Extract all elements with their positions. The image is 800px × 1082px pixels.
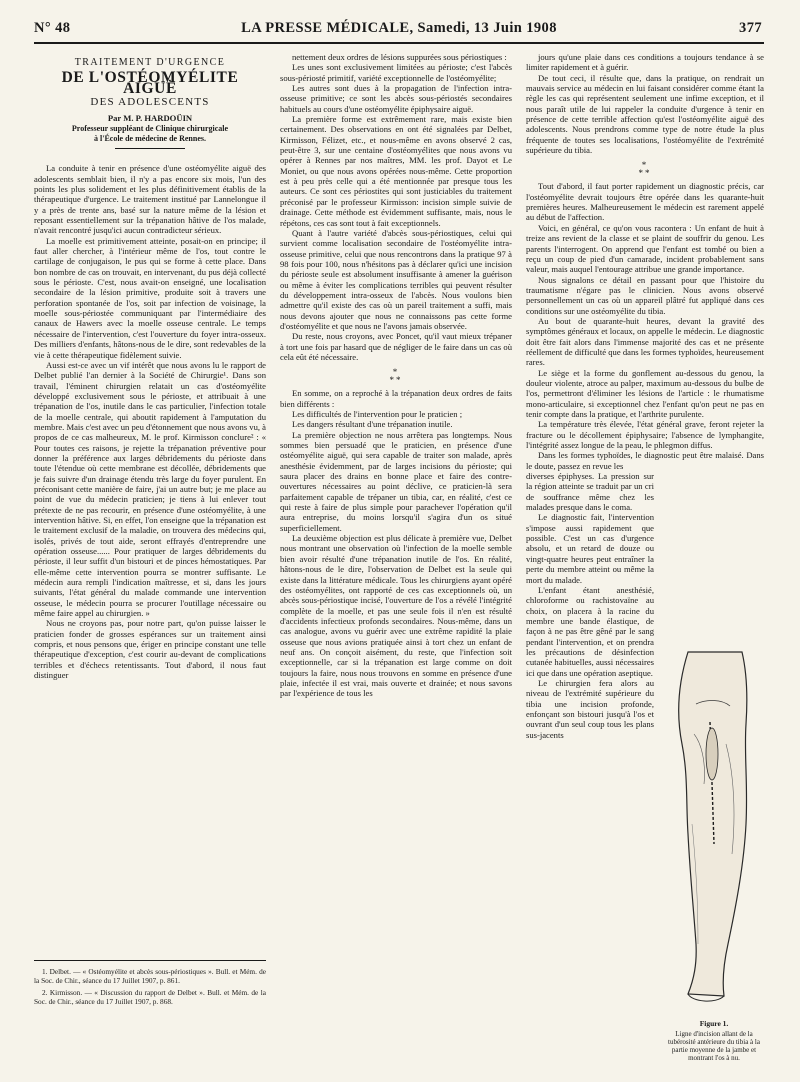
paragraph: jours qu'une plaie dans ces conditions a toujours tendance à se limiter rapidement et à guérir. — [526, 52, 764, 73]
wrapped-text — [526, 471, 654, 740]
paragraph: Le diagnostic fait, l'intervention s'impose aussi rapidement que possible. C'est un cas d'urgence absolu, et un retard de douze ou vingt-quatre heures peut entraîner la perte du membre atteint ou même la mort du malade. — [526, 512, 654, 585]
paragraph: Voici, en général, ce qu'on vous racontera : Un enfant de huit à treize ans revient de la classe et se plaint de souffrir du genou. Les parents l'interrogent. On apprend que l'enfant est tombé ou bien a reçu un coup de pied d'un camarade, incident probablement sans valeur, mais auquel l'entourage attribue une grande importance. — [526, 222, 764, 275]
paragraph: La moelle est primitivement atteinte, posait-on en principe; il faut aller chercher, à l'intérieur même de l'os, tout contre le cartilage de conjugaison, le pus qui se forme à cette place. Dans bon nombre de cas on trouvait, en intervenant, du pus déjà collecté sous le périoste. C'est, nous avait-on enseigné, une localisation secondaire de la lésion primitive, produite soit à travers une perforation spontanée de l'os, soit par infection de voisinage, la moelle sous-périostée communiquant par l'intermédiaire des canaux de Hawers avec la moelle osseuse centrale. Le temps nécessaire de l'intervention, c'est l'ouverture du foyer intra-osseux. Des milliers d'enfants, hâtons-nous de le dire, sont redevables de la vie à cette thérapeutique fidèlement suivie. — [34, 235, 266, 360]
article-kicker: TRAITEMENT D'URGENCE — [74, 57, 226, 68]
paragraph: Aussi est-ce avec un vif intérêt que nous avons lu le rapport de Delbet publié l'an dernier à la Société de Chirurgie¹. Dans son travail, l'éminent chirurgien relatait un cas d'ostéomyélite développé exclusivement sous le périoste, et attribuait à une trépanation de l'os, inutile dans le cas particulier, l'infection totale de la moelle centrale, qui aboutit rapidement à l'amputation du membre. Mais c'est avec un peu d'étonnement que nous avons vu, à propos de ce cas malheureux, M. le prof. Kirmisson conclure² : « Pour toutes ces raisons, je rejette la trépanation préventive pour donner la préférence aux larges débridements du périoste dans toute l'étendue où cette membrane est décollée, débridements que je fais suivre d'un drainage étendu très large du foyer purulent. En préconisant cette manière de faire, j'ai un autre but; je me place au point de vue du médecin praticien; je tiens à lui enlever tout prétexte de ne pas recourir, en présence d'une ostéomyélite, à une intervention hâtive. Si, en effet, l'on enseigne que la trépanation est le traitement exclusif de la maladie, on trouvera des médecins qui, isolés, privés de tout aide, seront effrayés d'entreprendre une opération osseuse...... Pour pratiquer de larges débridements du périoste, il leur suffit d'un bistouri et de pinces hémostatiques. Par elle-même cette intervention pourra se montrer suffisante. Le médecin aura rempli l'indication maîtresse, et si, dans les jours suivants, l'état général du malade commande une intervention osseuse, le médecin pourra se procurer l'outillage nécessaire ou même faire appel au chirurgien. » — [34, 359, 266, 619]
author-affiliation-1: Professeur suppléant de Clinique chirurgicale — [71, 123, 229, 133]
footnote: 2. Kirmisson. — « Discussion du rapport de Delbet ». Bull. et Mém. de la Soc. de Chir., séance du 17 Juillet 1907, p. 868. — [34, 988, 266, 1006]
column-1 — [34, 52, 266, 1074]
footnote: 1. Delbet. — « Ostéomyélite et abcès sous-périostiques ». Bull. et Mém. de la Soc. de Chir., séance du 17 Juillet 1907, p. 861. — [34, 967, 266, 985]
article-byline: Par M. P. HARDOÜIN — [107, 113, 193, 124]
footnotes — [34, 960, 266, 1009]
figure-caption-text: Ligne d'incision allant de la tubérosité antérieure du tibia à la partie moyenne de la jambe et montrant l'os à nu. — [668, 1030, 760, 1062]
paragraph: Le siège et la forme du gonflement au-dessous du genou, la douleur violente, atroce au palper, maximum au-dessous du bulbe de l'os, permettront d'éliminer les lésions de l'article : le rhumatisme mono-articulaire, si exceptionnel chez l'enfant qu'on peut ne pas en tenir compte dans la pratique, et l'arthrite purulente. — [526, 367, 764, 419]
paragraph: En somme, on a reproché à la trépanation deux ordres de faits bien différents : — [280, 388, 512, 409]
leg-illustration — [666, 644, 762, 1014]
paragraph: Les dangers résultant d'une trépanation inutile. — [292, 419, 453, 430]
paragraph: Du reste, nous croyons, avec Poncet, qu'il vaut mieux trépaner à tort une fois par hasard que de négliger de le faire dans un cas où cela eût été nécessaire. — [280, 331, 512, 362]
paragraph: Les unes sont exclusivement limitées au périoste; c'est l'abcès sous-périosté primitif, variété exceptionnelle de l'ostéomyélite; — [280, 62, 512, 83]
paragraph: La conduite à tenir en présence d'une ostéomyélite aiguë des adolescents semblait bien, il n'y a pas encore six mois, l'un des points les plus solidement et les plus définitivement établis de la thérapeutique d'urgence. Le traitement institué par Lannelongue il y a près de trente ans, basé sur la nature même de la lésion et reposant essentiellement sur la trépanation hâtive de l'os malade, n'avait rencontré jusqu'ici aucun contradicteur sérieux. — [34, 163, 266, 236]
paragraph: La deuxième objection est plus délicate à première vue, Delbet nous montrant une observation où l'infection de la moelle semble bien avoir résulté d'une trépanation inutile de l'os. En réalité, hâtons-nous de le dire, l'observation de Delbet est la seule qui existe dans la littérature médicale. Tous les chirurgiens ayant opéré des ostéomyélites, ont rapporté de ces cas exceptionnels où, un abcès sous-périostique incisé, l'ouverture de l'os a révélé l'intégrité complète de la moelle, et pas une seule fois il n'en est résulté d'accidents infectieux profonds secondaires. Nous-même, dans un cas analogue, avons vu guérir avec une extrême rapidité la plaie osseuse que nous avions pratiquée ainsi à tort chez un enfant de neuf ans. On conçoit aisément, du reste, que l'infection soit exceptionnelle, car si la trépanation est large comme on doit toujours la faire, nous nous trouvons en somme en présence d'une plaie, infectée il est vrai, mais ouverte et drainée; et nous savons par l'expérience de tous les — [280, 533, 512, 699]
page-number: 377 — [739, 20, 762, 36]
article-title: DE L'OSTÉOMYÉLITE AIGUË — [61, 69, 239, 97]
paragraph: La première forme est extrêmement rare, mais existe bien certainement. Des observations en ont été signalées par Delbet, Kirmisson, Félizet, etc., et nous-même en avons observé 2 cas, peut-être 3, sur une centaine d'ostéomyélites que nous avons vu opérer à Rennes par nos maîtres, MM. les prof. Dayot et Le Moniet, ou que nous avons opérées nous-même. Cette proportion est à peu près celle qui a été mentionnée par presque tous les auteurs. Ce sont ces périostites qui sont justiciables du traitement préconisé par le professeur Kirmisson: incision simple suivie de drainage. Cette méthode est évidemment suffisante, mais, nous le répétons, ces cas sont tout à fait exceptionnels. — [280, 114, 512, 228]
figure-caption — [662, 1020, 766, 1062]
issue-number: N° 48 — [34, 20, 71, 36]
author-affiliation-2: à l'École de médecine de Rennes. — [94, 133, 206, 143]
paragraph: Tout d'abord, il faut porter rapidement un diagnostic précis, car l'ostéomyélite devrait toujours être opérée dans les quarante-huit premières heures. Malheureusement le médecin est rarement appelé au début de l'affection. — [526, 181, 764, 223]
figure-label: Figure 1. — [699, 1019, 729, 1028]
running-header — [34, 14, 764, 44]
paragraph: nettement deux ordres de lésions suppurées sous périostiques : — [292, 52, 507, 62]
paragraph: Au bout de quarante-huit heures, devant la gravité des symptômes généraux et locaux, on appelle le médecin. Le diagnostic doit être fait alors dans l'immense majorité des cas et ne présente réellement de difficulté que dans les formes typhoïdes, heureusement rares. — [526, 315, 764, 368]
paragraph: diverses épiphyses. La pression sur la région atteinte se traduit par un cri de souffrance même chez les malades presque dans le coma. — [526, 471, 654, 513]
paragraph: Nous signalons ce détail en passant pour que l'histoire du traumatisme n'égare pas le clinicien. Nous avons observé personnellement un cas où un appareil plâtré fut appliqué dans ces conditions sur une ostéomyélite du tibia. — [526, 274, 764, 316]
journal-title: LA PRESSE MÉDICALE, Samedi, 13 Juin 1908 — [241, 20, 557, 36]
paragraph: Les autres sont dues à la propagation de l'infection intra-osseuse primitive; ce sont les abcès sous-périostés secondaires habituels au cours d'une ostéomyélite épiphysaire aiguë. — [280, 83, 512, 114]
column-2 — [280, 52, 512, 1074]
paragraph: Quant à l'autre variété d'abcès sous-périostiques, celui qui survient comme localisation secondaire de l'ostéomyélite intra-osseuse primitive, celui que nous rencontrons dans la pratique 97 à 98 fois pour 100, nous n'hésitons pas à déclarer qu'ici une incision du périoste seule est absolument insuffisante à amener la guérison ou même à éviter les complications terribles qui peuvent résulter du développement intra-osseux de l'abcès. Nous voulons bien admettre qu'il existe des cas où un pareil traitement a suffi, mais nous devons ajouter que nous ne connaissons pas cette forme d'ostéomyélite et que nous ne l'avons jamais observée. — [280, 227, 512, 331]
figure-1 — [662, 640, 766, 1076]
paragraph: Les difficultés de l'intervention pour le praticien ; — [292, 409, 463, 419]
title-rule — [115, 148, 185, 149]
paragraph: La première objection ne nous arrêtera pas longtemps. Nous sommes bien persuadé que le praticien, en présence d'une ostéomyélite aiguë, qui sera capable de traiter son malade, après anesthésie évidemment, par de larges incisions du périoste; qui saura placer des drains en bonne place et faire des contre-ouvertures nécessaires au point déclive, ce praticien-là sera parfaitement capable de trépaner un tibia, car, en réalité, c'est ce qui reste à faire de plus simple pour parachever l'opération qu'il aura entreprise, du moins lorsqu'il s'agira d'un os situé superficiellement. — [280, 429, 512, 533]
paragraph: De tout ceci, il résulte que, dans la pratique, on rendrait un mauvais service au médecin en lui faisant considérer comme étant la règle les cas qui représentent seulement une infime exception, et il nous paraît utile de lui rappeler la conduite d'urgence à tenir en présence de cette terrible affection qu'est l'ostéomyélite aiguë des adolescents. Nous prendrons comme type de notre étude la plus fréquente de toutes ses localisations, l'ostéomyélite de l'extrémité supérieure du tibia. — [526, 72, 764, 156]
article-subtitle: DES ADOLESCENTS — [90, 96, 210, 109]
section-separator: * ** — [389, 367, 403, 386]
paragraph: L'enfant étant anesthésié, chloroforme ou rachistovaïne au choix, on placera à la racine du membre une bande élastique, de façon à ne pas être gêné par le sang pendant l'intervention, et on prendra les précautions de désinfection cutanée habituelles, aussi nécessaires ici que dans une opération aseptique. — [526, 584, 654, 678]
paragraph: Le chirurgien fera alors au niveau de l'extrémité supérieure du tibia une incision profonde, enfonçant son bistouri jusqu'à l'os et ouvrant d'un seul coup tous les plans sus-jacents — [526, 677, 654, 740]
article-heading — [34, 58, 266, 149]
section-separator: * ** — [638, 160, 652, 179]
paragraph: Dans les formes typhoïdes, le diagnostic peut être malaisé. Dans le doute, passez en revue les — [526, 450, 764, 471]
paragraph: Nous ne croyons pas, pour notre part, qu'on puisse laisser le praticien fonder de grosses espérances sur un traitement ainsi compris, et nous pensons que, ériger en principe constant une telle thérapeutique d'exception, c'est courir au-devant de complications terribles et d'échecs retentissants. Tout d'abord, il nous faut distinguer — [34, 618, 266, 681]
paragraph: La température très élevée, l'état général grave, feront rejeter la fracture ou le décollement épiphysaire; l'absence de lymphangite, l'intégrité assez longue de la peau, le phlegmon diffus. — [526, 419, 764, 451]
